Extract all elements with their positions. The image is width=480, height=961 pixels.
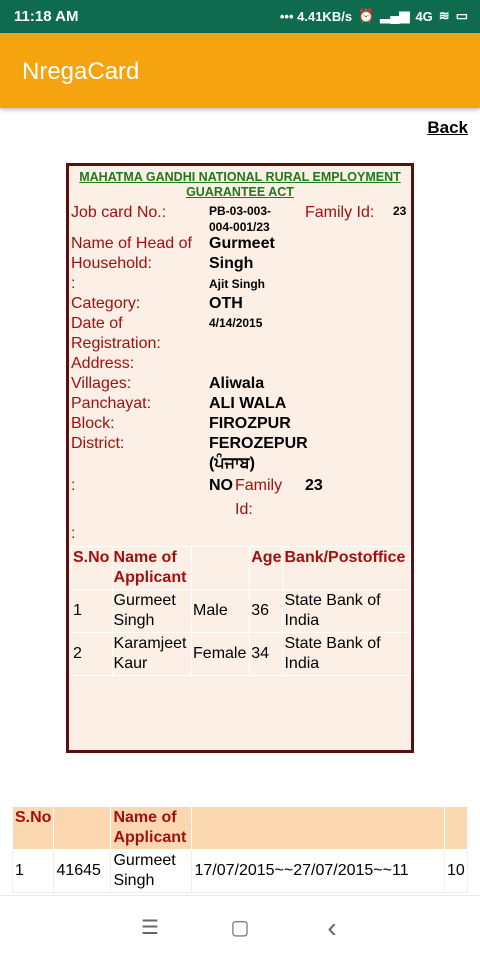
table-row: [72, 633, 411, 676]
panchayat-label: Panchayat:: [71, 395, 152, 412]
system-nav-bar: [0, 895, 480, 961]
work-header-id: [54, 807, 111, 850]
card-title-line1: MAHATMA GANDHI NATIONAL RURAL EMPLOYMENT: [79, 170, 401, 184]
cell-bank: State Bank of India: [283, 590, 411, 633]
registration-label-line2: Registration:: [71, 335, 161, 352]
father-label: :: [71, 275, 76, 292]
work-cell-sno: 1: [13, 850, 54, 893]
job-card-value-line1: PB-03-003-: [209, 204, 272, 218]
family-id-value: 23: [393, 204, 407, 218]
district-label: District:: [71, 435, 125, 452]
header-bank: Bank/Postoffice: [283, 547, 411, 590]
colon-label-b: :: [71, 525, 76, 542]
home-icon[interactable]: ▢: [230, 917, 250, 939]
block-value: FIROZPUR: [209, 415, 291, 432]
card-title-line2: GUARANTEE ACT: [186, 185, 294, 199]
work-cell-days: 10: [445, 850, 468, 893]
cell-age: 36: [250, 590, 283, 633]
work-header-sno: S.No: [13, 807, 54, 850]
table-row: [13, 850, 468, 893]
header-gender: [192, 547, 250, 590]
villages-label: Villages:: [71, 375, 132, 392]
head-value-line1: Gurmeet: [209, 235, 275, 252]
app-bar: [0, 33, 480, 108]
applicants-table: [71, 546, 411, 676]
job-card-value-line2: 004-001/23: [209, 220, 270, 234]
cell-bank: State Bank of India: [283, 633, 411, 676]
work-cell-name: Gurmeet Singh: [111, 850, 192, 893]
wifi-icon: ≋: [438, 8, 450, 23]
work-cell-id: 41645: [54, 850, 111, 893]
father-value: Ajit Singh: [209, 277, 265, 291]
no-value: NO: [209, 477, 233, 494]
address-label: Address:: [71, 355, 135, 372]
header-name: Name of Applicant: [112, 547, 192, 590]
work-header-name: Name of Applicant: [111, 807, 192, 850]
header-sno: S.No: [72, 547, 113, 590]
colon-label-a: :: [71, 477, 76, 494]
back-icon[interactable]: ‹: [327, 912, 337, 943]
applicants-header-row: [72, 547, 411, 590]
district-value-line2: (ਪੰਜਾਬ): [209, 455, 255, 472]
work-table: [12, 806, 468, 893]
work-header-period: [192, 807, 445, 850]
head-label-line2: Household:: [71, 255, 152, 272]
cell-name: Gurmeet Singh: [112, 590, 192, 633]
category-label: Category:: [71, 295, 141, 312]
alarm-off-icon: ⏰: [358, 8, 375, 23]
villages-value: Aliwala: [209, 375, 265, 392]
cell-sno: 1: [72, 590, 113, 633]
header-age: Age: [250, 547, 283, 590]
cell-age: 34: [250, 633, 283, 676]
menu-icon[interactable]: ☰: [141, 917, 159, 939]
back-link[interactable]: Back: [427, 118, 468, 137]
cell-name: Karamjeet Kaur: [112, 633, 192, 676]
district-value-line1: FEROZEPUR: [209, 435, 308, 452]
table-row: [72, 590, 411, 633]
app-title: NregaCard: [22, 58, 140, 85]
work-header-days: [445, 807, 468, 850]
category-value: OTH: [209, 295, 243, 312]
panchayat-value: ALI WALA: [209, 395, 287, 412]
head-label-line1: Name of Head of: [71, 235, 192, 252]
family2-value: 23: [305, 477, 323, 494]
work-cell-period: 17/07/2015~~27/07/2015~~11: [192, 850, 445, 893]
network-type: 4G: [415, 8, 433, 24]
card-title: [69, 170, 411, 200]
network-speed: ••• 4.41KB/s: [279, 8, 353, 24]
cell-gender: Male: [192, 590, 250, 633]
cell-sno: 2: [72, 633, 113, 676]
status-icons: [280, 8, 468, 24]
registration-label-line1: Date of: [71, 315, 123, 332]
registration-value: 4/14/2015: [209, 316, 263, 330]
job-card-label: Job card No.:: [71, 204, 167, 221]
head-value-line2: Singh: [209, 255, 254, 272]
signal-icon: ▂▄▆: [380, 8, 410, 23]
job-card: [66, 163, 414, 753]
family2-label-line2: Id:: [235, 501, 253, 518]
battery-icon: ▭: [455, 8, 468, 23]
block-label: Block:: [71, 415, 115, 432]
family-id-label: Family Id:: [305, 204, 375, 221]
cell-gender: Female: [192, 633, 250, 676]
work-header-row: [13, 807, 468, 850]
status-bar: [0, 0, 480, 33]
status-time: 11:18 AM: [14, 8, 79, 25]
family2-label-line1: Family: [235, 477, 283, 494]
